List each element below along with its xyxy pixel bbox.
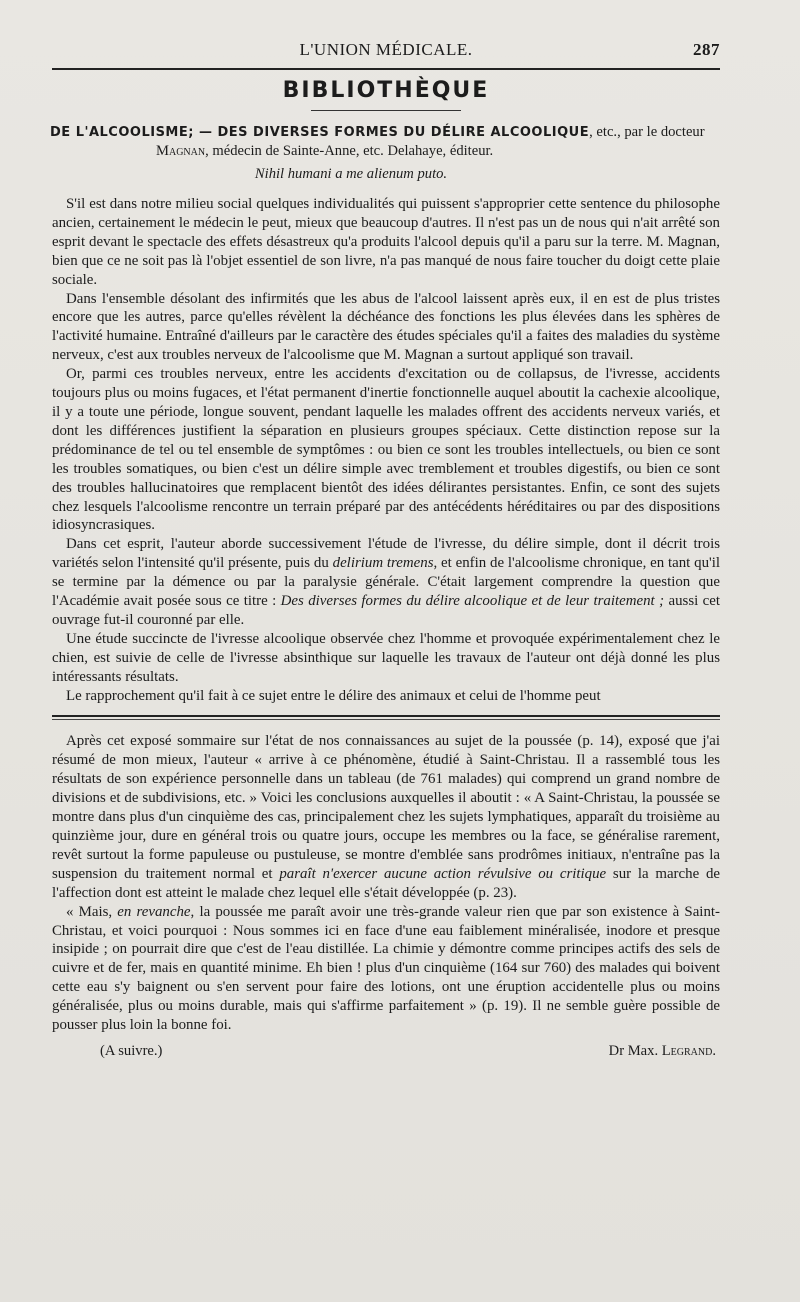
review-body (52, 195, 720, 705)
divider-thick (52, 715, 720, 717)
work-title-rest: , etc., par le docteur (589, 124, 705, 140)
review-paragraph-2: Dans l'ensemble désolant des infirmités que les abus de l'alcool laissent après eux, il en est de plus tristes encore que les autres, parce qu'elles révèlent la déchéance des fonctions les plus élevées dans les sphères de l'activité humaine. Entraîné d'ailleurs par le caractère des études spéciales qu'il a faites des maladies du système nerveux, c'est aux troubles nerveux de l'alcoolisme que M. Magnan a surtout appliqué son travail. (52, 290, 720, 364)
header-rule (52, 68, 720, 70)
to-follow: (A suivre.) (100, 1042, 163, 1059)
p4-italic-b: Des diverses formes du délire alcoolique et de leur traitement ; (280, 593, 665, 610)
divider-thin (52, 719, 720, 720)
signature-line (52, 1043, 720, 1067)
review-paragraph-5: Une étude succincte de l'ivresse alcoolique observée chez l'homme et provoquée expérimentalement chez le chien, est suivie de celle de l'ivresse absinthique sur laquelle les travaux de l'auteur ont déjà donné les plus intéressants résultats. (52, 630, 720, 685)
c2-text-b: , la poussée me paraît avoir une très-grande valeur rien que par son existence à Saint-Christau, et voici pourquoi : Nous sommes ici en face d'une eau faiblement minéralisée, inodore et presque insipide ; on pourrait dire que c'est de l'eau distillée. La chimie y démontre comme principes actifs des sels de cuivre et de fer, mais en quantité minime. Eh bien ! plus d'un cinquième (164 sur 760) des malades qui boivent cette eau s'y baignent ou s'en servent pour faire des lotions, ont une éruption accidentelle plus ou moins généralisée, plus ou moins durable, mais qui s'affirme parfaitement » (p. 19). Il ne semble guère possible de pousser plus loin la bonne foi. (52, 903, 720, 1034)
c1-text-a: Après cet exposé sommaire sur l'état de nos connaissances au sujet de la poussée (p. 14), exposé que j'ai résumé de mon mieux, l'auteur « arrive à ce phénomène, étudié à Saint-Christau. Il a rassemblé tous les résultats de son expérience personnelle dans un tableau (de 761 malades) qui comprend un grand nombre de divisions et de subdivisions, etc. » Voici les conclusions auxquelles il aboutit : « A Saint-Christau, la poussée se montre dans plus d'un cinquième des cas, principalement chez les sujets lymphatiques, apparaît du troisième au quinzième jour, dure en général trois ou quatre jours, occupe les membres ou la face, se généralise rarement, revêt surtout la forme papuleuse ou pustuleuse, se montre d'emblée sans prodrômes initiaux, n'entraîne pas la suspension du traitement normal et (52, 733, 720, 882)
p4-text-c: aussi cet ouvrage fut-il couronné par elle. (52, 593, 721, 628)
c2-italic: en revanche (117, 903, 191, 920)
running-head (52, 34, 720, 68)
continuation-paragraph-1 (52, 732, 720, 902)
author-line (52, 142, 493, 160)
page-number: 287 (693, 40, 720, 59)
signature-prefix: Dr Max. (608, 1042, 662, 1059)
p4-text-a: Dans cet esprit, l'auteur aborde successivement l'étude de l'ivresse, du délire simple, dont il décrit trois variétés selon l'intensité qu'il présente, puis du (52, 536, 720, 572)
author-signature (609, 1043, 716, 1060)
running-title: L'UNION MÉDICALE. (299, 40, 473, 59)
review-paragraph-4 (52, 535, 720, 630)
section-heading: BIBLIOTHÈQUE (282, 78, 490, 103)
review-paragraph-1: S'il est dans notre milieu social quelques individualités qui puissent s'approprier cette sentence du philosophe ancien, certainement le médecin le peut, mieux que beaucoup d'autres. Il n'est pas un de nous qui n'ait arrêté son esprit devant le spectacle des effets désastreux qu'a produits l'alcool depuis qu'il a paru sur la terre. M. Magnan, bien que ce ne soit pas là l'objet essentiel de son livre, n'a pas manqué de nous faire toucher du doigt cette plaie sociale. (52, 196, 720, 288)
work-title-caps: DE L'ALCOOLISME; — DES DIVERSES FORMES DU DÉLIRE ALCOOLIQUE (50, 125, 590, 140)
c1-text-b: sur la marche de l'affection dont est atteint le malade chez lequel elle s'était développée (p. 23). (52, 865, 720, 901)
c2-text-a: « Mais, (66, 903, 118, 920)
review-paragraph-6: Le rapprochement qu'il fait à ce sujet entre le délire des animaux et celui de l'homme peut (66, 687, 601, 704)
c1-italic: paraît n'exercer aucune action révulsive ou critique (279, 865, 607, 882)
section-rule (311, 110, 461, 111)
publisher-line: , médecin de Sainte-Anne, etc. Delahaye, éditeur. (205, 143, 494, 159)
work-title (52, 123, 720, 160)
continuation-paragraph-2 (52, 903, 720, 1035)
p4-text-b: , et enfin de l'alcoolisme chronique, en tant qu'il se termine par la démence ou par la paralysie générale. C'était largement comprendre la question que l'Académie avait posée sous ce titre : (52, 555, 720, 610)
p4-italic-a: delirium tremens (332, 555, 434, 572)
signature-surname: Legrand. (661, 1042, 716, 1059)
epigraph: Nihil humani a me alienum puto. (254, 166, 448, 182)
work-author: Magnan (156, 143, 206, 159)
review-paragraph-3: Or, parmi ces troubles nerveux, entre les accidents d'excitation ou de collapsus, de l'ivresse, accidents toujours plus ou moins fugaces, et l'état permanent d'inertie fonctionnelle auquel aboutit la cachexie alcoolique, il y a toute une période, longue souvent, pendant laquelle les malades offrent des accidents nerveux variés, et dont les différences justifient la séparation en plusieurs groupes spéciaux. Cette distinction repose sur la prédominance de tel ou tel ensemble de symptômes : ou bien ce sont les troubles intellectuels, ou bien ce sont les troubles somatiques, ou bien c'est un délire simple avec tremblement et troubles digestifs, ou bien ce sont des troubles hallucinatoires que remplacent bientôt des idées délirantes persistantes. Enfin, ce sont des sujets chez lesquels l'alcoolisme rencontre un terrain préparé par des antécédents héréditaires ou par des dispositions idiosyncrasiques. (52, 366, 720, 534)
continuation-body (52, 732, 720, 1035)
